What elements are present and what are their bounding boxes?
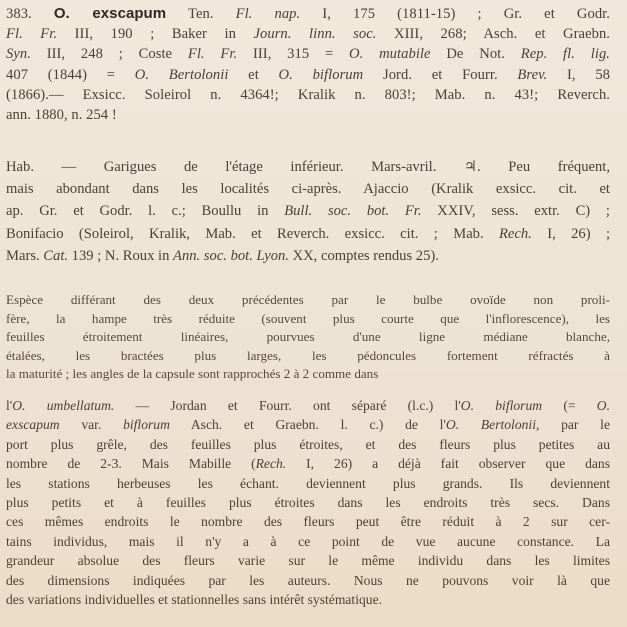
text-run: III, 248 ; Coste <box>30 46 188 63</box>
italic-text: Fl. Fr. <box>6 26 58 43</box>
text-line <box>6 590 610 609</box>
text-run: XIII, 268; Asch. et Graebn. <box>376 26 610 43</box>
text-line <box>6 571 610 590</box>
text-run: I, 58 <box>547 66 611 83</box>
text-line <box>6 44 610 64</box>
text-run: 407 (1844) = <box>6 66 135 83</box>
text-run: ces mêmes endroits le nombre des fleurs peut être réduit à 2 sur cer- <box>6 514 610 530</box>
text-run: De Not. <box>430 46 521 63</box>
italic-text: O. umbellatum. <box>12 398 115 413</box>
text-line <box>6 65 610 85</box>
note-paragraph-small <box>6 291 610 384</box>
text-line <box>6 310 610 329</box>
habitat-paragraph <box>6 156 610 267</box>
text-run: grandeur absolue des fleurs varie sur le même individu dans les limites <box>6 553 610 569</box>
italic-text: Journ. linn. soc. <box>253 26 377 43</box>
text-run: port plus grêle, des feuilles plus étroites, et des fleurs plus petites au <box>6 436 610 452</box>
text-run: Espèce différant des deux précédentes par le bulbe ovoïde non proli- <box>6 292 610 307</box>
text-run: , par le <box>535 417 610 433</box>
text-run: ap. Gr. et Godr. l. c.; Boullu in <box>6 203 285 220</box>
species-entry <box>6 4 610 125</box>
text-line <box>6 85 610 105</box>
text-line <box>6 435 610 454</box>
text-line <box>6 454 610 473</box>
text-run: nombre de 2-3. Mais Mabille ( <box>6 456 256 472</box>
text-line <box>6 24 610 44</box>
text-run: ann. 1880, n. 254 ! <box>6 107 117 124</box>
text-run: (= <box>542 398 597 413</box>
text-run: Hab. — Garigues de l'étage inférieur. Mars-avril. ♃. Peu fréquent, <box>6 159 610 175</box>
italic-text: Ann. soc. bot. Lyon. <box>173 247 289 264</box>
italic-text: Fl. nap. <box>235 6 301 22</box>
text-line <box>6 200 610 222</box>
text-run: et <box>228 66 279 83</box>
text-run: XX, comptes rendus 25). <box>288 247 439 264</box>
text-line <box>6 291 610 310</box>
text-line <box>6 551 610 570</box>
note2-lines <box>6 396 610 609</box>
text-run: I, 175 (1811-15) ; Gr. et Godr. <box>300 6 610 22</box>
text-run: l' <box>6 398 13 413</box>
italic-text: Syn. <box>6 46 31 63</box>
text-run: Mars. <box>6 247 44 264</box>
italic-text: Fl. Fr. <box>187 46 238 63</box>
italic-text: O. Bertolonii <box>445 417 536 433</box>
text-line <box>6 105 610 125</box>
text-run: des dimensions indiquées par les auteurs. Nous ne pouvons voir là que <box>6 572 610 588</box>
entry-line <box>6 4 610 24</box>
text-line <box>6 532 610 551</box>
text-line <box>6 396 610 415</box>
text-run: Ten. <box>166 6 236 22</box>
note1-lines <box>6 291 610 384</box>
text-line <box>6 245 610 267</box>
entry-number: 383. <box>6 6 32 22</box>
text-line <box>6 512 610 531</box>
italic-text: Brev. <box>517 66 548 83</box>
species-name: O. exscapum <box>53 5 167 22</box>
italic-text: biflorum <box>123 417 170 433</box>
text-run: Bonifacio (Soleirol, Kralik, Mab. et Reverch. exsicc. cit. ; Mab. <box>6 225 500 242</box>
italic-text: O. Bertolonii <box>134 66 229 83</box>
italic-text: O. biflorum <box>278 66 364 83</box>
italic-text: exscapum <box>6 417 60 433</box>
text-run: — Jordan et Fourr. ont séparé (l.c.) l' <box>114 398 461 413</box>
text-run: 139 ; N. Roux in <box>68 247 174 264</box>
text-line <box>6 156 610 178</box>
text-line <box>6 365 610 384</box>
text-run: I, 26) ; <box>531 225 611 242</box>
entry-line-rest <box>166 6 610 22</box>
text-line <box>6 223 610 245</box>
text-line <box>6 347 610 366</box>
italic-text: Rech. <box>255 456 287 472</box>
habitat-lines <box>6 156 610 267</box>
text-line <box>6 493 610 512</box>
text-line <box>6 178 610 200</box>
italic-text: Bull. soc. bot. Fr. <box>284 203 422 220</box>
text-run: XXIV, sess. extr. C) ; <box>421 203 610 220</box>
text-run: Jord. et Fourr. <box>363 66 518 83</box>
text-run: III, 190 ; Baker in <box>57 26 254 43</box>
text-run: feuilles étroitement linéaires, pourvues d'une ligne médiane blanche, <box>6 329 610 345</box>
italic-text: O. <box>596 398 610 413</box>
text-run: III, 315 = <box>237 46 350 63</box>
entry-lines <box>6 24 610 125</box>
text-run: Asch. et Graebn. l. c.) de l' <box>169 417 446 433</box>
text-run: var. <box>59 417 124 433</box>
italic-text: Cat. <box>43 247 69 264</box>
text-run: la maturité ; les angles de la capsule sont rapprochés 2 à 2 comme dans <box>6 366 379 382</box>
text-line <box>6 474 610 493</box>
text-line <box>6 415 610 434</box>
text-run: mais abondant dans les localités ci-après. Ajaccio (Kralik exsicc. cit. et <box>6 181 610 198</box>
text-run: (1866).— Exsicc. Soleirol n. 4364!; Kralik n. 803!; Mab. n. 43!; Reverch. <box>6 86 610 103</box>
text-run: fère, la hampe très réduite (souvent plus courte que l'inflorescence), les <box>6 310 610 326</box>
text-run: les stations herbeuses les échant. deviennent plus grands. Ils deviennent <box>6 475 610 491</box>
text-run: des variations individuelles et stationnelles sans intérêt systématique. <box>6 592 383 608</box>
note-paragraph-continued <box>6 396 610 609</box>
italic-text: Rep. fl. lig. <box>520 46 610 63</box>
italic-text: O. biflorum <box>460 398 543 413</box>
italic-text: Rech. <box>499 225 532 242</box>
text-run: tains individus, mais il n'y a à ce point de vue aucune constance. La <box>6 533 610 549</box>
text-run: plus petits et à feuilles plus étroites dans les endroits très secs. Dans <box>6 495 610 511</box>
text-run: I, 26) a déjà fait observer que dans <box>286 456 610 472</box>
text-line <box>6 328 610 347</box>
text-run: étalées, les bractées plus larges, les pédoncules fortement réfractés à <box>6 347 610 363</box>
italic-text: O. mutabile <box>349 46 431 63</box>
